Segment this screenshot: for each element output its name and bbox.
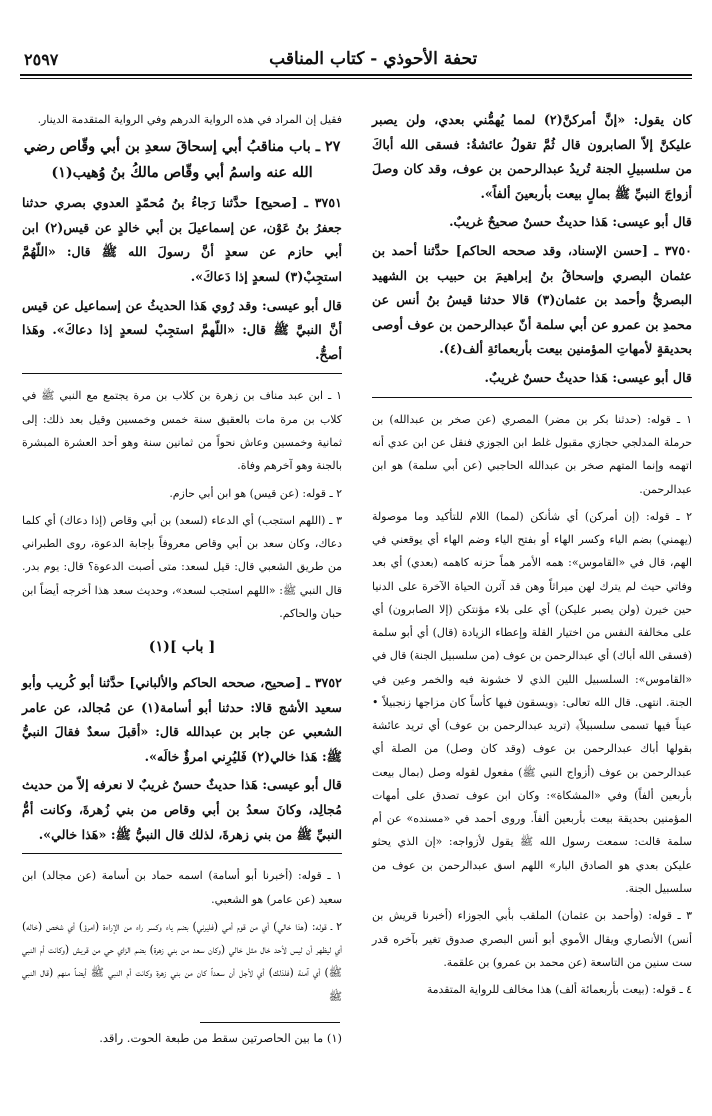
hadith-grade: قال أبو عيسى: هَذا حديثٌ حسنٌ غريبٌ. (484, 370, 692, 386)
hadith-text: كان يقول: «إنَّ أمركنَّ(٢) لمما يُهمُّني بعدي، ولن يصبر عليكنَّ إلاّ الصابرون قال ثُمَّ تقولُ عائشةُ: فسقى الله أباكَ من سلسبيلِ الجنة تُريدُ عبدالرحمن بن عوف، وقد كان وصلَ أزواجَ النبيِّ ﷺ بمالٍ بيعت بأربعينَ ألفاً». (372, 112, 692, 201)
footnote-rule (200, 1022, 340, 1023)
running-title: تحفة الأحوذي - كتاب المناقب (269, 49, 478, 69)
header-rule-thin (20, 78, 692, 79)
commentary-note: فقيل إن المراد في هذه الرواية الدرهم وفي الرواية المتقدمة الدينار. (37, 113, 342, 126)
commentary-note: ٢ ـ قوله: (إن أمركن) أي شأنكن (لمما) اللام للتأكيد وما موصولة (يهمني) بضم الياء وكسر الهاء أو بفتح الياء وضم الهاء أي يوقعني في الهم، قال في «القاموس»: همه الأمر هماً حزنه كاهمه (بعدي) أي بعد وفاتي حيث لم يترك لهن ميراثاً وهن قد آثرن الحياة الآخرة على الدنيا حين خيرن (ولن يصبر عليكن) أي على بلاء مؤنتكن (إلا الصابرون) أي على مخالفة النفس من اختيار القلة وإعطاء الزيادة (قال) أي أبو سلمة (فسقى الله أباك) أي عبدالرحمن بن عوف (من سلسبيل الجنة) قال في «القاموس»: السلسبيل اللين الذي لا خشونة فيه والخمر وعين في الجنة. انتهى. قال الله تعالى: ﴿ويسقون فيها كأساً كان مزاجها زنجبيلاً • عيناً فيها تسمى سلسبيلاً﴾ (تريد عبدالرحمن بن عوف) أي تريد عائشة بقولها أباك عبدالرحمن بن عوف (وقد كان وصل) من الصلة أي عبدالرحمن بن عوف (أزواج النبي ﷺ) مفعول لقوله وصل (بمال بيعت بأربعين ألفاً) وفي «المشكاة»: وكان ابن عوف تصدق على أمهات المؤمنين بحديقة بيعت بأربعين ألفاً. وروى أحمد في «مسنده» عن أم سلمة قالت: سمعت رسول الله ﷺ يقول لأزواجه: «إن الذي يحثو عليكن بعدي هو الصادق البار» اللهم اسق عبدالرحمن بن عوف من سلسبيل الجنة. (372, 509, 692, 896)
page-number: ٢٥٩٧ (24, 49, 59, 69)
commentary-note: ١ ـ ابن عبد مناف بن زهرة بن كلاب بن مرة يجتمع مع النبي ﷺ في كلاب بن مرة مات بالعقيق سنة خمس وخمسين وقيل بعد ذلك: إلى ثمانية وخمسين وعاش نحواً من ثمانين سنة وهو أحد العشرة المبشرة بالجنة وهو آخرهم وفاة. (22, 389, 342, 473)
header-rule (20, 74, 692, 76)
hadith-text: ٣٧٥١ ـ [صحيح] حدَّثنا رَجاءُ بنُ مُحمّدٍ العدوي بصري حدثنا جعفرُ بنُ عَوْن، عن إسماعيلَ بن أبي خالدٍ عن قيس(٢) ابن أبي حازم عن سعدٍ أنَّ رسولَ الله ﷺ قال: «اللّهُمَّ استجِبْ(٣) لسعدٍ إذا دَعاكَ». (22, 195, 342, 284)
commentary-note: ١ ـ قوله: (حدثنا بكر بن مضر) المصري (عن صخر بن عبدالله) بن حرملة المدلجي حجازي مقبول غلط ابن الجوزي فنقل عن ابن عدي أنه اتهمه وإنما المتهم صخر بن عبدالله الحاجبي (عن أبي سلمة) هو ابن عبدالرحمن. (372, 412, 692, 496)
left-column (22, 108, 342, 1012)
section-heading: [ باب ](١) (148, 639, 216, 656)
page-footnote: (١) ما بين الحاصرتين سقط من طبعة الحوت. راقد. (99, 1031, 342, 1045)
page-header (24, 46, 688, 72)
commentary-note: ٤ ـ قوله: (بيعت بأربعمائة ألف) هذا مخالف للرواية المتقدمة (426, 983, 692, 997)
commentary-note: ٢ ـ قوله: (هذا خالي) أي من قوم أمي (فليرني) بضم ياء وكسر راء من الإراءة (امرؤ) أي شخص (خاله) أي ليظهر أن ليس لأحد خال مثل خالي (وكان سعد من بني زهرة) بضم الزاي حي من قريش (وكانت أم النبي ﷺ) أي آمنة (فلذلك) أي لأجل أن سعداً كان من بني زهرة وكانت أم النبي ﷺ أيضاً منهم (قال النبي ﷺ (22, 919, 342, 1003)
right-column (372, 108, 692, 1005)
hadith-grade: قال أبو عيسى: هَذا حديثٌ حسنٌ صحيحٌ غريبٌ. (449, 214, 692, 230)
commentary-note: ٣ ـ قوله: (وأحمد بن عثمان) الملقب بأبي الجوزاء (أخبرنا قريش بن أنس) الأنصاري ويقال الأموي أبو أنس البصري صدوق تغير بآخره قدر ست سنين من التاسعة (عن محمد بن عمرو) بن علقمة. (372, 909, 692, 969)
commentary-note: ١ ـ قوله: (أخبرنا أبو أسامة) اسمه حماد بن أسامة (عن مجالد) ابن سعيد (عن عامر) هو الشعبي. (22, 869, 342, 906)
chapter-title: ٢٧ ـ باب مناقبُ أبي إسحاقَ سعدِ بن أبي وقّاص رضي الله عنه واسمُ أبي وقّاص مالكُ بنُ وُهيب(١) (23, 139, 341, 182)
commentary-divider (372, 397, 692, 398)
hadith-text: ٣٧٥٠ ـ [حسن الإسناد، وقد صححه الحاكم] حدَّثنا أحمد بن عثمان البصري وإسحاقُ بنُ إبراهيمَ بن حبيب بن الشهيد البصريُّ وأحمد بن عثمان(٣) قالا حدثنا قيسُ بنُ أنس عن محمدِ بن عمرو عن أبي سلمة أنّ عبدالرحمن بن عوف أوصى بحديقةٍ لأمهاتِ المؤمنين بيعت بأربعمائةِ ألف(٤). (372, 243, 692, 357)
commentary-divider (22, 853, 342, 854)
commentary-divider (22, 373, 342, 374)
commentary-note: ٢ ـ قوله: (عن قيس) هو ابن أبي حازم. (169, 486, 342, 500)
hadith-grade: قال أبو عيسى: هَذا حديثٌ حسنٌ غريبٌ لا نعرفه إلاّ من حديث مُجالِد، وكانَ سعدُ بن أبي وقاص من بني زُهرةَ، وكانت أمُّ النبيِّ ﷺ من بني زهرةَ، لذلك قال النبيُّ ﷺ: «هَذا خالي». (22, 777, 342, 842)
hadith-grade: قال أبو عيسى: وقد رُوي هَذا الحديثُ عن إسماعيل عن قيس أنَّ النبيَّ ﷺ قال: «اللّهمَّ استجِبْ لسعدٍ إذا دعاكَ». وهَذا أصحُّ. (22, 297, 342, 362)
hadith-text: ٣٧٥٢ ـ [صحيح، صححه الحاكم والألباني] حدَّثنا أبو كُريب وأبو سعيد الأشج قالا: حدثنا أبو أسامة(١) عن مُجالد، عن عامر الشعبي عن جابر بن عبدالله قال: «أقبلَ سعدٌ فقالَ النبيُّ ﷺ: هَذا خالي(٢) فَليُرِني امرؤٌ خالَه». (22, 675, 342, 764)
commentary-note: ٣ ـ (اللهم استجب) أي الدعاء (لسعد) بن أبي وقاص (إذا دعاك) أي كلما دعاك، وكان سعد بن أبي وقاص معروفاً بإجابة الدعوة، روى الطبراني من طريق الشعبي قال: قيل لسعد: متى أصبت الدعوة؟ قال: يوم بدر. قال النبي ﷺ: «اللهم استجب لسعد»، وحديث سعد هذا أخرجه أيضاً ابن حبان والحاكم. (22, 513, 342, 620)
